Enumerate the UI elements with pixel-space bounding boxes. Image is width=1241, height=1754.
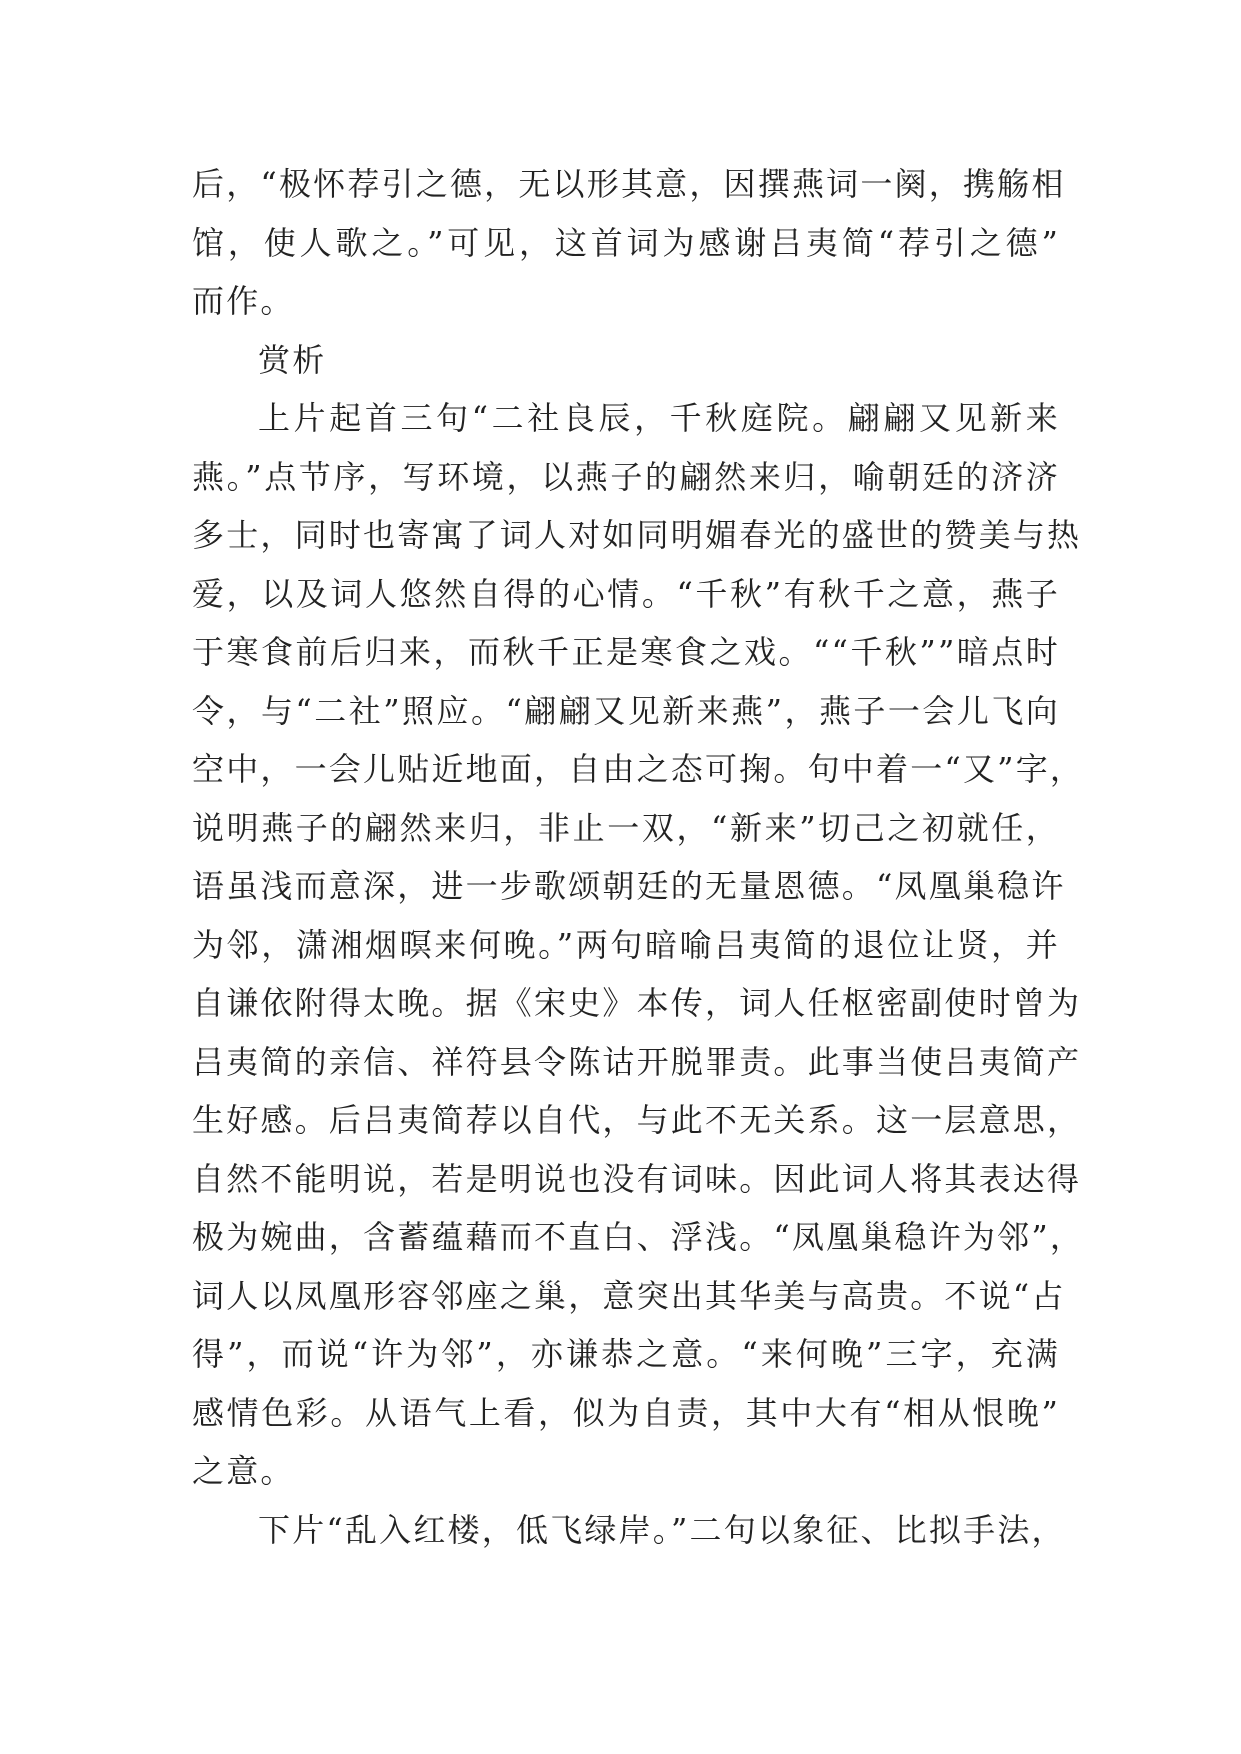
text-line: 词人以凤凰形容邻座之巢，意突出其华美与高贵。不说“占: [192, 1276, 1066, 1315]
text-line: 上片起首三句“二社良辰，千秋庭院。翩翩又见新来: [258, 399, 1060, 437]
text-line: 吕夷简的亲信、祥符县令陈诂开脱罪责。此事当使吕夷简产: [192, 1042, 1082, 1081]
paragraph-analysis-upper: [192, 389, 1085, 1501]
text-line: 自然不能明说，若是明说也没有词味。因此词人将其表达得: [192, 1159, 1082, 1198]
text-line: 而作。: [192, 282, 295, 320]
text-line: 后，“极怀荐引之德，无以形其意，因撰燕词一阕，携觞相: [192, 165, 1066, 203]
text-line: 燕。”点节序，写环境，以燕子的翩然来归，喻朝廷的济济: [192, 457, 1060, 496]
text-line: 自谦依附得太晚。据《宋史》本传，词人任枢密副使时曾为: [192, 984, 1082, 1022]
paragraph-background: [192, 155, 1066, 331]
text-line: 多士，同时也寄寓了词人对如同明媚春光的盛世的赞美与热: [192, 516, 1082, 554]
text-line: 下片“乱入红楼，低飞绿岸。”二句以象征、比拟手法，: [258, 1510, 1066, 1549]
text-line: 感情色彩。从语气上看，似为自责，其中大有“相从恨晚”: [192, 1393, 1060, 1432]
text-line: 语虽浅而意深，进一步歌颂朝廷的无量恩德。“凤凰巢稳许: [192, 867, 1066, 905]
text-line: 为邻，潇湘烟暝来何晚。”两句暗喻吕夷简的退位让贤，并: [192, 925, 1060, 964]
text-line: 说明燕子的翩然来归，非止一双，“新来”切己之初就任，: [192, 808, 1060, 847]
paragraph-analysis-lower: [192, 1501, 1066, 1560]
document-body: [192, 155, 1085, 1559]
text-line: 得”，而说“许为邻”，亦谦恭之意。“来何晚”三字，充满: [192, 1335, 1060, 1373]
section-heading: 赏析: [258, 340, 327, 379]
text-line: 令，与“二社”照应。“翩翩又见新来燕”，燕子一会儿飞向: [192, 691, 1060, 730]
text-line: 于寒食前后归来，而秋千正是寒食之戏。““千秋””暗点时: [192, 633, 1060, 671]
text-line: 空中，一会儿贴近地面，自由之态可掬。句中着一“又”字，: [192, 750, 1085, 788]
text-line: 生好感。后吕夷简荐以自代，与此不无关系。这一层意思，: [192, 1101, 1082, 1139]
text-line: 极为婉曲，含蓄蕴藉而不直白、浮浅。“凤凰巢稳许为邻”，: [192, 1218, 1085, 1256]
text-line: 馆，使人歌之。”可见，这首词为感谢吕夷简“荐引之德”: [192, 223, 1060, 262]
text-line: 之意。: [192, 1452, 295, 1490]
text-line: 爱，以及词人悠然自得的心情。“千秋”有秋千之意，燕子: [192, 574, 1060, 613]
